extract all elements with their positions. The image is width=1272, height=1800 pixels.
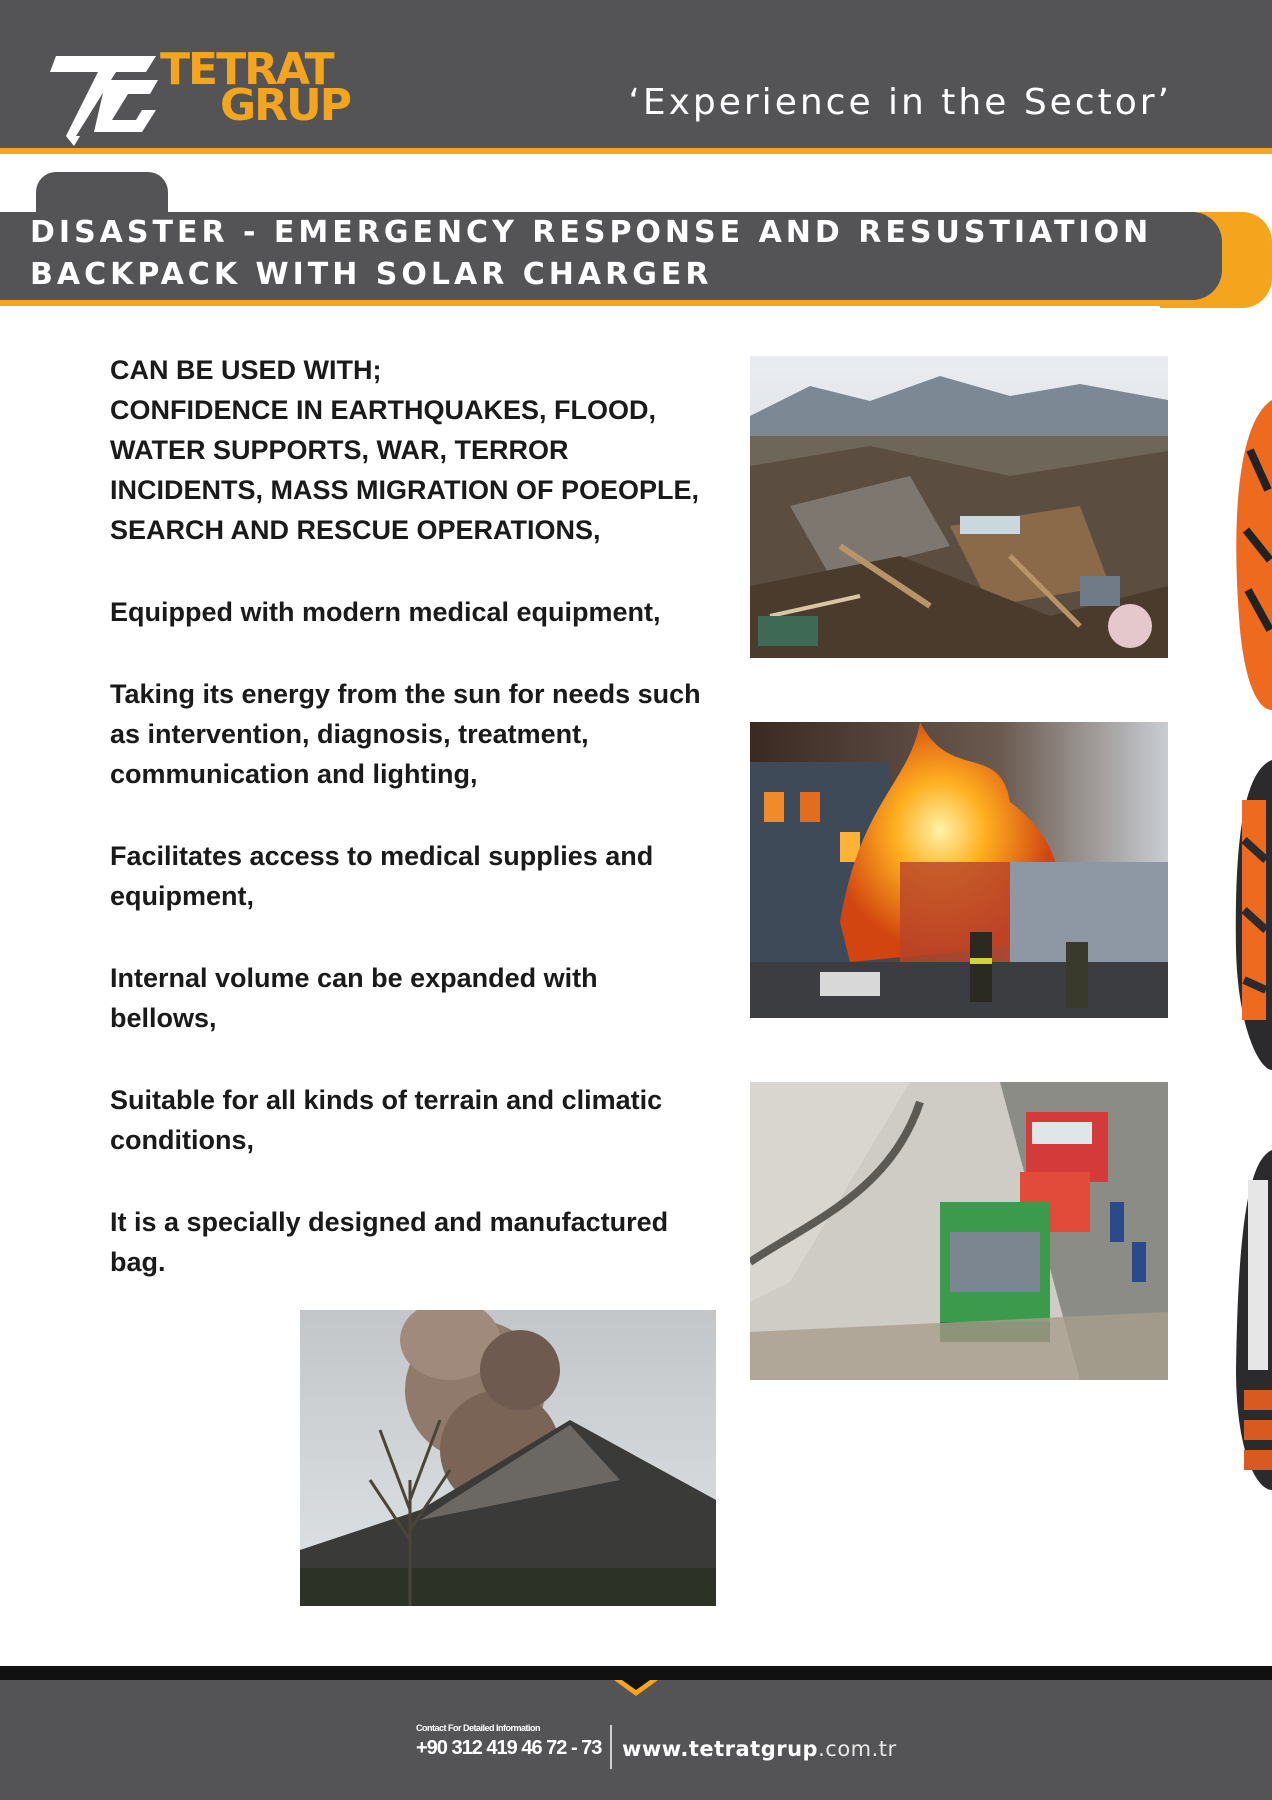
feature-item: Facilitates access to medical supplies and equipment,	[110, 841, 654, 911]
header-tagline: ‘Experience in the Sector’	[628, 82, 1172, 123]
intro-line: SEARCH AND RESCUE OPERATIONS,	[110, 515, 601, 545]
footer-separator	[610, 1725, 612, 1769]
feature-item: Taking its energy from the sun for needs such as intervention, diagnosis, treatment, communication and lighting,	[110, 679, 701, 789]
feature-list	[110, 350, 750, 1324]
intro-line: INCIDENTS, MASS MIGRATION OF POEOPLE,	[110, 475, 700, 505]
footer-chevron-icon	[614, 1680, 658, 1698]
feature-item: Internal volume can be expanded with bellows,	[110, 963, 598, 1033]
usage-intro	[110, 350, 750, 550]
earthquake-photo	[750, 356, 1168, 658]
logo-text-line2: GRUP	[220, 80, 350, 131]
feature-item: Suitable for all kinds of terrain and climatic conditions,	[110, 1085, 663, 1155]
backpack-photo	[1220, 390, 1272, 1590]
phone-number[interactable]: +90 312 419 46 72 - 73	[416, 1737, 602, 1759]
feature-item: It is a specially designed and manufactured bag.	[110, 1207, 669, 1277]
website-domain: www.tetratgrup	[622, 1737, 819, 1761]
logo-wordmark	[160, 44, 370, 131]
header-divider	[0, 148, 1272, 154]
fire-photo	[750, 722, 1168, 1018]
logo-text-line1: TETRAT	[160, 44, 333, 95]
volcano-photo	[300, 1310, 716, 1606]
feature-item: Equipped with modern medical equipment,	[110, 597, 661, 627]
title-divider	[0, 300, 1240, 306]
page-title-line1: DISASTER - EMERGENCY RESPONSE AND RESUSTIATION	[30, 215, 1153, 250]
contact-label: Contact For Detailed Information	[416, 1723, 541, 1733]
intro-line: CAN BE USED WITH;	[110, 355, 382, 385]
intro-line: CONFIDENCE IN EARTHQUAKES, FLOOD,	[110, 395, 657, 425]
footer-divider	[0, 1666, 1272, 1680]
website-link[interactable]	[622, 1737, 897, 1761]
intro-line: WATER SUPPORTS, WAR, TERROR	[110, 435, 569, 465]
page-title	[30, 212, 1152, 296]
page-title-line2: BACKPACK WITH SOLAR CHARGER	[30, 257, 713, 292]
flood-photo	[750, 1082, 1168, 1380]
website-tld: .com.tr	[818, 1737, 897, 1761]
